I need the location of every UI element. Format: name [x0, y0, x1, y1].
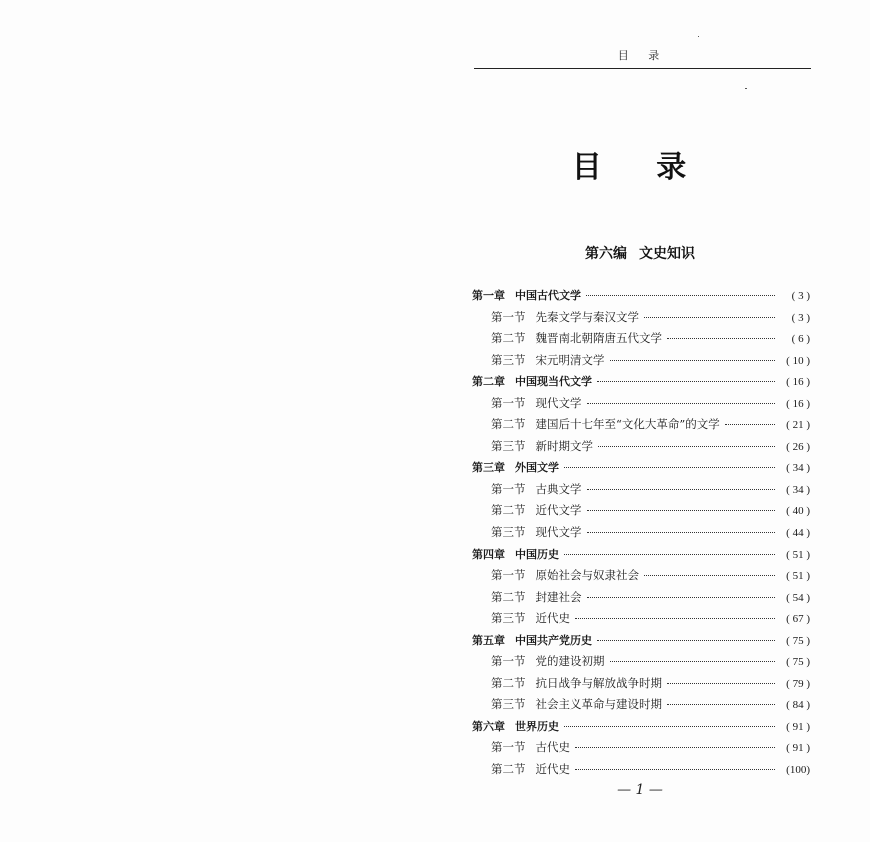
- dot-leader: [587, 532, 776, 533]
- entry-number: 第一节: [491, 654, 526, 669]
- toc-chapter-entry: [472, 285, 810, 307]
- entry-number: 第三节: [491, 697, 526, 712]
- entry-number: 第三节: [491, 525, 526, 540]
- toc-section-entry: [472, 673, 810, 695]
- entry-page-number: ( 21 ): [786, 419, 810, 432]
- toc-section-entry: [472, 694, 810, 716]
- scan-speck: [745, 88, 747, 89]
- toc-section-entry: [472, 759, 810, 781]
- part-title: [530, 243, 750, 263]
- toc-section-entry: [472, 651, 810, 673]
- entry-title: 现代文学: [535, 525, 582, 540]
- toc-section-entry: [472, 307, 810, 329]
- dot-leader: [564, 467, 775, 468]
- dot-leader: [610, 661, 776, 662]
- header-rule: [474, 68, 811, 69]
- dot-leader: [644, 575, 775, 576]
- dot-leader: [667, 338, 775, 339]
- entry-number: 第三章: [472, 461, 505, 475]
- entry-number: 第一节: [491, 395, 526, 410]
- entry-title: 世界历史: [515, 719, 559, 733]
- dot-leader: [564, 554, 775, 555]
- entry-page-number: ( 16 ): [786, 397, 810, 410]
- entry-title: 建国后十七年至“文化大革命”的文学: [535, 417, 720, 432]
- entry-title: 魏晋南北朝隋唐五代文学: [535, 331, 662, 346]
- entry-title: 中国共产党历史: [515, 633, 592, 647]
- toc-section-entry: [472, 608, 810, 630]
- dot-leader: [575, 747, 775, 748]
- dot-leader: [597, 640, 775, 641]
- dot-leader: [587, 597, 776, 598]
- dot-leader: [587, 489, 776, 490]
- entry-page-number: ( 26 ): [786, 440, 810, 453]
- scan-speck: [698, 36, 699, 37]
- dot-leader: [597, 381, 775, 382]
- table-of-contents: [472, 285, 810, 781]
- toc-section-entry: [472, 522, 810, 544]
- entry-number: 第二节: [491, 331, 526, 346]
- running-head: 目 录: [617, 49, 668, 62]
- dot-leader: [575, 618, 775, 619]
- toc-section-entry: [472, 479, 810, 501]
- entry-page-number: ( 40 ): [786, 505, 810, 518]
- part-name: 文史知识: [639, 246, 695, 262]
- entry-title: 党的建设初期: [535, 654, 605, 669]
- dot-leader: [586, 295, 775, 296]
- entry-page-number: ( 54 ): [786, 591, 810, 604]
- entry-number: 第二节: [491, 503, 526, 518]
- toc-chapter-entry: [472, 371, 810, 393]
- toc-section-entry: [472, 565, 810, 587]
- entry-number: 第一节: [491, 568, 526, 583]
- toc-chapter-entry: [472, 716, 810, 738]
- toc-chapter-entry: [472, 457, 810, 479]
- entry-number: 第四章: [472, 547, 505, 561]
- entry-title: 原始社会与奴隶社会: [535, 568, 639, 583]
- dot-leader: [575, 769, 775, 770]
- entry-title: 新时期文学: [535, 438, 593, 453]
- entry-number: 第五章: [472, 633, 505, 647]
- entry-title: 现代文学: [535, 395, 582, 410]
- entry-page-number: ( 10 ): [786, 354, 810, 367]
- entry-title: 古代史: [535, 740, 570, 755]
- entry-page-number: ( 34 ): [786, 462, 810, 475]
- dot-leader: [644, 317, 775, 318]
- entry-number: 第二节: [491, 675, 526, 690]
- toc-section-entry: [472, 414, 810, 436]
- toc-section-entry: [472, 328, 810, 350]
- entry-title: 近代史: [535, 611, 570, 626]
- entry-number: 第二节: [491, 762, 526, 777]
- entry-number: 第六章: [472, 719, 505, 733]
- toc-chapter-entry: [472, 544, 810, 566]
- entry-page-number: ( 91 ): [786, 720, 810, 733]
- toc-section-entry: [472, 393, 810, 415]
- page-number: — 1 —: [617, 782, 663, 798]
- entry-title: 近代文学: [535, 503, 582, 518]
- toc-section-entry: [472, 436, 810, 458]
- entry-title: 中国历史: [515, 547, 559, 561]
- entry-number: 第一节: [491, 481, 526, 496]
- entry-title: 中国现当代文学: [515, 375, 592, 389]
- entry-title: 外国文学: [515, 461, 559, 475]
- entry-page-number: (100): [786, 764, 810, 777]
- dot-leader: [610, 360, 776, 361]
- entry-number: 第一节: [491, 740, 526, 755]
- entry-title: 封建社会: [535, 589, 582, 604]
- entry-number: 第三节: [491, 611, 526, 626]
- dot-leader: [587, 510, 776, 511]
- entry-page-number: ( 75 ): [786, 634, 810, 647]
- entry-title: 宋元明清文学: [535, 352, 605, 367]
- entry-page-number: ( 34 ): [786, 483, 810, 496]
- entry-title: 社会主义革命与建设时期: [535, 697, 662, 712]
- toc-chapter-entry: [472, 630, 810, 652]
- toc-section-entry: [472, 737, 810, 759]
- toc-section-entry: [472, 350, 810, 372]
- entry-number: 第二节: [491, 417, 526, 432]
- entry-title: 抗日战争与解放战争时期: [535, 675, 662, 690]
- toc-section-entry: [472, 587, 810, 609]
- entry-page-number: ( 84 ): [786, 699, 810, 712]
- entry-page-number: ( 3 ): [791, 311, 810, 324]
- dot-leader: [598, 446, 775, 447]
- entry-title: 先秦文学与秦汉文学: [535, 309, 639, 324]
- entry-page-number: ( 79 ): [786, 677, 810, 690]
- dot-leader: [667, 704, 775, 705]
- entry-title: 古典文学: [535, 481, 582, 496]
- entry-number: 第三节: [491, 438, 526, 453]
- dot-leader: [725, 424, 775, 425]
- dot-leader: [667, 683, 775, 684]
- entry-page-number: ( 3 ): [791, 290, 810, 302]
- entry-number: 第二章: [472, 375, 505, 389]
- entry-page-number: ( 51 ): [786, 548, 810, 561]
- entry-page-number: ( 44 ): [786, 527, 810, 540]
- entry-page-number: ( 6 ): [791, 333, 810, 346]
- entry-number: 第二节: [491, 589, 526, 604]
- part-number: 第六编: [585, 246, 627, 262]
- dot-leader: [564, 726, 775, 727]
- entry-page-number: ( 75 ): [786, 656, 810, 669]
- entry-page-number: ( 16 ): [786, 376, 810, 389]
- entry-number: 第一章: [472, 289, 505, 302]
- entry-title: 近代史: [535, 762, 570, 777]
- entry-title: 中国古代文学: [515, 289, 581, 302]
- page-title: 目 录: [571, 150, 709, 185]
- toc-section-entry: [472, 500, 810, 522]
- entry-page-number: ( 67 ): [786, 613, 810, 626]
- entry-number: 第一节: [491, 309, 526, 324]
- dot-leader: [587, 403, 776, 404]
- entry-page-number: ( 51 ): [786, 570, 810, 583]
- entry-number: 第三节: [491, 352, 526, 367]
- entry-page-number: ( 91 ): [786, 742, 810, 755]
